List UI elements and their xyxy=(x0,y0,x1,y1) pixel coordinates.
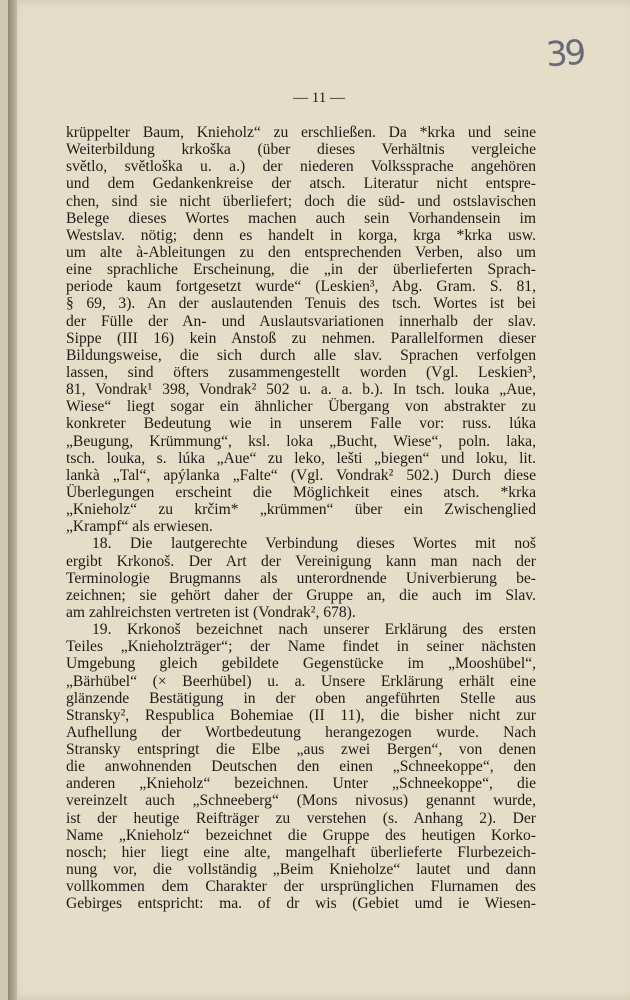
text-line: Stransky entspringt die Elbe „aus zwei Bergen“, von denen xyxy=(66,741,536,759)
text-line: „Bärhübel“ (× Beerhübel) u. a. Unsere Erklärung erhält eine xyxy=(66,672,536,690)
text-line: vollkommen dem Charakter der ursprünglichen Flurnamen des xyxy=(66,878,536,896)
text-line: Stransky², Respublica Bohemiae (II 11), die bisher nicht zur xyxy=(66,706,536,724)
text-line: periode kaum fortgesetzt wurde“ (Leskien³, Abg. Gram. S. 81, xyxy=(66,278,536,296)
text-line: konkreter Bedeutung wie in unserem Falle vor: russ. lúka xyxy=(66,415,536,433)
text-line: 81, Vondrak¹ 398, Vondrak² 502 u. a. a. b.). In tsch. louka „Aue, xyxy=(66,381,536,399)
text-line: die anwohnenden Deutschen den einen „Schneekoppe“, den xyxy=(66,758,536,776)
page-spine-shadow xyxy=(8,0,17,1000)
text-line: der Fülle der An- und Auslautsvariationen innerhalb der slav. xyxy=(66,312,536,330)
text-line: am zahlreichsten vertreten ist (Vondrak², 678). xyxy=(66,603,356,621)
text-line: „Krampf“ als erwiesen. xyxy=(66,518,213,536)
text-line: „Beugung, Krümmung“, ksl. loka „Bucht, Wiese“, poln. laka, xyxy=(66,432,536,450)
text-line: § 69, 3). An der auslautenden Tenuis des tsch. Wortes ist bei xyxy=(66,295,536,313)
text-line: nung vor, die vollständig „Beim Knieholze“ lautet und dann xyxy=(66,861,536,879)
body-text xyxy=(66,124,536,912)
text-line: Westslav. nötig; denn es handelt in korga, krga *krka usw. xyxy=(66,226,536,244)
text-line: chen, sind sie nicht überliefert; doch die süd- und ostslavischen xyxy=(66,192,536,210)
text-line: glänzende Bestätigung in der oben angeführten Stelle aus xyxy=(66,689,536,707)
text-line: světlo, světloška u. a.) der niederen Volkssprache angehören xyxy=(66,158,536,176)
text-line: Gebirges entspricht: ma. of dr wis (Gebiet umd ie Wiesen- xyxy=(66,895,536,913)
text-line: Belege dieses Wortes machen auch sein Vorhandensein im xyxy=(66,209,536,227)
text-line: eine sprachliche Erscheinung, die „in der überlieferten Sprach- xyxy=(66,261,536,279)
text-line: Sippe (III 16) kein Anstoß zu nehmen. Parallelformen dieser xyxy=(66,329,536,347)
text-line: tsch. louka, s. lúka „Aue“ zu leko, lešti „biegen“ und loku, lit. xyxy=(66,449,536,467)
text-line: Teiles „Knieholzträger“; der Name findet in seiner nächsten xyxy=(66,638,536,656)
text-line: Weiterbildung krkoška (über dieses Verhältnis vergleiche xyxy=(66,141,536,159)
text-line: Bildungsweise, die sich durch alle slav. Sprachen verfolgen xyxy=(66,346,536,364)
page-number: — 11 — xyxy=(293,90,345,106)
pencil-page-mark: 39 xyxy=(544,32,585,76)
text-line: lankà „Tal“, apýlanka „Falte“ (Vgl. Vondrak² 502.) Durch diese xyxy=(66,466,536,484)
text-line: anderen „Knieholz“ bezeichnen. Unter „Schneekoppe“, die xyxy=(66,775,536,793)
text-line: Aufhellung der Wortbedeutung herangezogen wurde. Nach xyxy=(66,723,536,741)
text-line: zeichnen; sie gehört daher der Gruppe an, die auch im Slav. xyxy=(66,586,536,604)
text-line: „Knieholz“ zu krčim* „krümmen“ über ein Zwischenglied xyxy=(66,501,536,519)
text-line: ergibt Krkonoš. Der Art der Vereinigung kann man nach der xyxy=(66,552,536,570)
text-line: um alte à-Ableitungen zu den entsprechenden Verben, also um xyxy=(66,243,536,261)
text-line: Name „Knieholz“ bezeichnet die Gruppe des heutigen Korko- xyxy=(66,826,536,844)
text-line: lassen, sind öfters zusammengestellt worden (Vgl. Leskien³, xyxy=(66,363,536,381)
text-line: ist der heutige Reifträger zu verstehen (s. Anhang 2). Der xyxy=(66,809,536,827)
text-line: und dem Gedankenkreise der atsch. Literatur nicht entspre- xyxy=(66,175,536,193)
text-line: Terminologie Brugmanns als unterordnende Univerbierung be- xyxy=(66,569,536,587)
text-line: 18. Die lautgerechte Verbindung dieses Wortes mit noš xyxy=(92,535,536,553)
text-line: Umgebung gleich gebildete Gegenstücke im „Mooshübel“, xyxy=(66,655,536,673)
text-line: krüppelter Baum, Knieholz“ zu erschließen. Da *krka und seine xyxy=(66,124,536,141)
book-page xyxy=(8,0,630,1000)
text-line: Überlegungen erscheint die Möglichkeit eines atsch. *krka xyxy=(66,483,536,501)
text-line: vereinzelt auch „Schneeberg“ (Mons nivosus) genannt wurde, xyxy=(66,792,536,810)
text-line: nosch; hier liegt eine alte, mangelhaft überlieferte Flurbezeich- xyxy=(66,843,536,861)
text-line: 19. Krkonoš bezeichnet nach unserer Erklärung des ersten xyxy=(92,621,536,639)
text-line: Wiese“ liegt sogar ein ähnlicher Übergang von abstrakter zu xyxy=(66,398,536,416)
